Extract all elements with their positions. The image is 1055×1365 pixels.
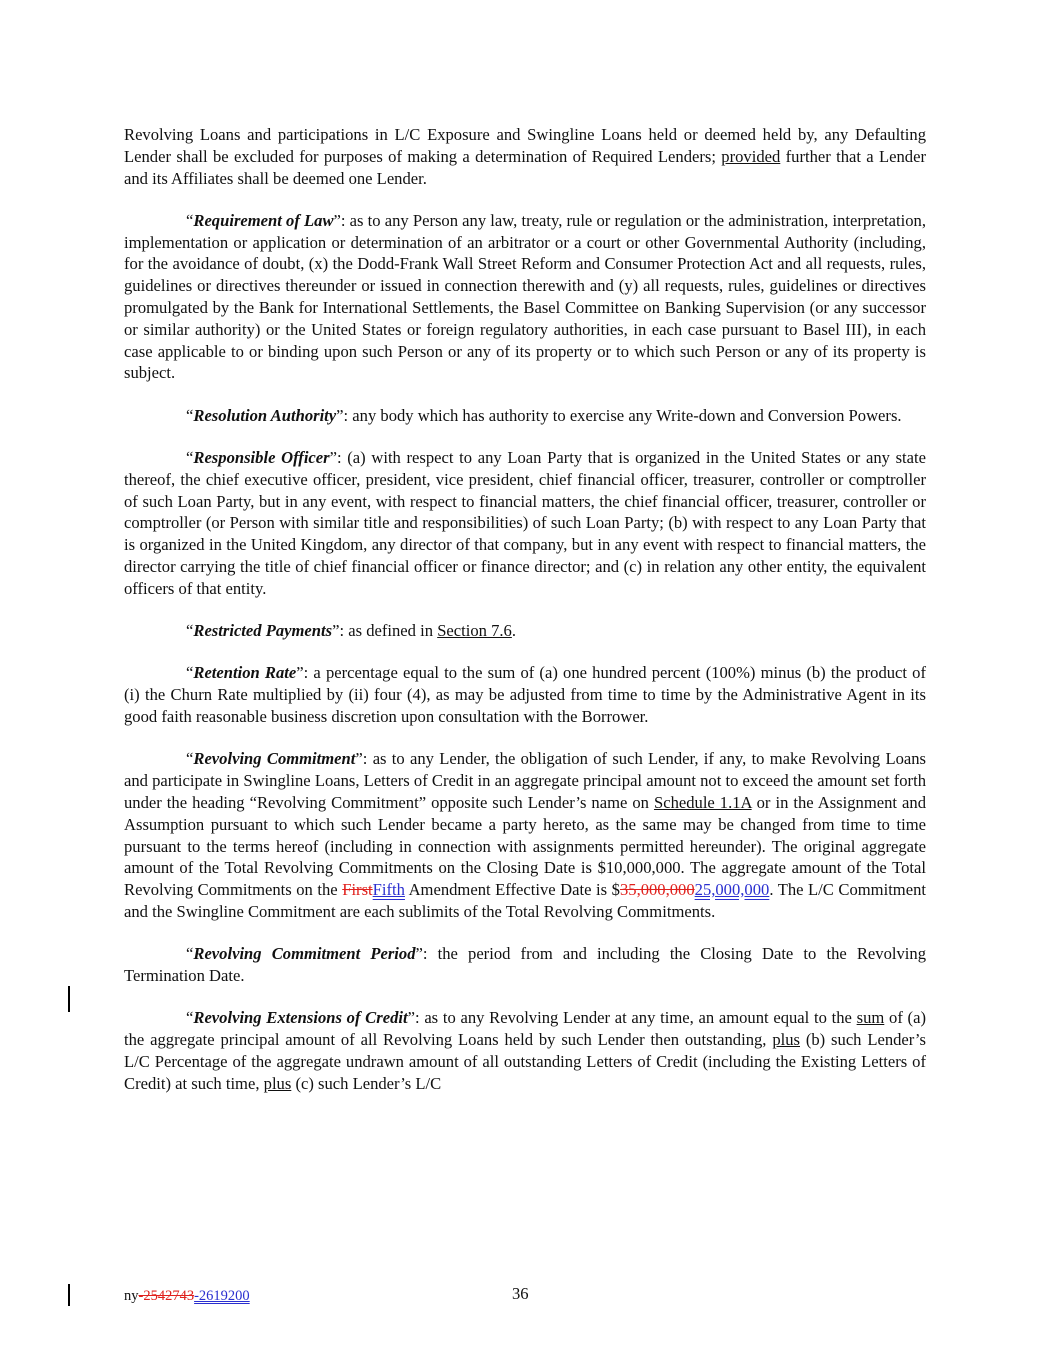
- definition-text: : as defined in: [339, 621, 438, 641]
- definition-text: or in the Assignment and Assumption pursuant to which such Lender became a party hereto, as the same may be changed from time to time pursuant to the terms hereof (including in connection with assignments permitted hereunder). The original aggregate amount of the Total Revolving Commitments on the Closing Date is $10,000,000. The aggregate amount of the Total Revolving Commitments on the: [124, 792, 926, 900]
- sum-underlined: sum: [856, 1008, 885, 1028]
- deleted-text: First: [342, 880, 373, 900]
- inserted-text: Fifth: [372, 880, 405, 900]
- defined-term: Revolving Commitment: [193, 749, 356, 769]
- defined-term: Requirement of Law: [193, 210, 334, 230]
- defined-term: Restricted Payments: [193, 621, 333, 641]
- text: further that a Lender and its Affiliates shall be deemed one Lender.: [124, 146, 926, 188]
- definition-requirement-of-law: “Requirement of Law”: as to any Person any law, treaty, rule or regulation or the administration, interpretation, implementation or application or determination of an arbitrator or a court or other Governmental Authority (including, for the avoidance of doubt, (x) the Dodd-Frank Wall Street Reform and Consumer Protection Act and all requests, rules, guidelines or directives thereunder or issued in connection therewith and (y) all requests, rules, guidelines or directives promulgated by the Bank for International Settlements, the Basel Committee on Banking Supervision (or any successor or similar authority) or the United States or foreign regulatory authorities, in each case pursuant to Basel III), in each case applicable to or binding upon such Person or any of its property or to which such Person or any of its property is subject.: [124, 210, 926, 383]
- definition-text: of (a) the aggregate principal amount of all Revolving Loans held by such Lender then outstanding,: [124, 1008, 926, 1050]
- definition-text: : as to any Person any law, treaty, rule or regulation or the administration, interpretation, implementation or application or determination of an arbitrator or a court or other Governmental Authority (including, for the avoidance of doubt, (x) the Dodd-Frank Wall Street Reform and Consumer Protection Act and all requests, rules, guidelines or directives thereunder or issued in connection therewith and (y) all requests, rules, guidelines or directives promulgated by the Bank for International Settlements, the Basel Committee on Banking Supervision (or any successor or similar authority) or the United States or foreign regulatory authorities, in each case pursuant to Basel III), in each case applicable to or binding upon such Person or any of its property or to which such Person or any of its property is subject.: [124, 210, 926, 383]
- text: Revolving Loans and participations in L/C Exposure and Swingline Loans held or deemed held by, any Defaulting Lender shall be excluded for purposes of making a determination of Required Lenders;: [124, 125, 926, 166]
- deleted-doc-id: -2542743: [138, 1288, 195, 1304]
- definition-text: : as to any Lender, the obligation of such Lender, if any, to make Revolving Loans and participate in Swingline Loans, Letters of Credit in an aggregate principal amount not to exceed the amount set forth under the heading “Revolving Commitment” opposite such Lender’s name on: [124, 749, 927, 812]
- definition-responsible-officer: “Responsible Officer”: (a) with respect to any Loan Party that is organized in the United States or any state thereof, the chief executive officer, president, vice president, chief financial officer, treasurer, controller or comptroller of such Loan Party, but in any event, with respect to financial matters, the chief financial officer, treasurer, controller or comptroller (or Person with similar title and responsibilities) of such Loan Party; (b) with respect to any Loan Party that is organized in the United Kingdom, any director of that company, but in any event with respect to financial matters, the director carrying the title of chief financial officer or finance director; and (c) in relation any other entity, the equivalent officers of that entity.: [124, 448, 926, 598]
- schedule-reference-link[interactable]: Schedule 1.1A: [653, 792, 752, 812]
- inserted-doc-id: -2619200: [194, 1288, 250, 1304]
- definition-retention-rate: “Retention Rate”: a percentage equal to the sum of (a) one hundred percent (100%) minus (b) the product of (i) the Churn Rate multiplied by (ii) four (4), as may be adjusted from time to time by the Administrative Agent in its good faith reasonable business discretion upon consultation with the Borrower.: [124, 663, 927, 727]
- provided-underlined: provided: [721, 146, 781, 166]
- doc-id-prefix: ny: [124, 1288, 139, 1304]
- inserted-amount: 25,000,000: [694, 880, 770, 900]
- section-reference-link[interactable]: Section 7.6: [437, 621, 512, 641]
- deleted-amount: 35,000,000: [619, 880, 695, 900]
- definition-text: : a percentage equal to the sum of (a) one hundred percent (100%) minus (b) the product of (i) the Churn Rate multiplied by (ii) four (4), as may be adjusted from time to time by the Administrative Agent in its good faith reasonable business discretion upon consultation with the Borrower.: [124, 663, 927, 727]
- definition-text: (b) such Lender’s L/C Percentage of the aggregate undrawn amount of all outstanding Letters of Credit (including the Existing Letters of Credit) at such time,: [124, 1030, 927, 1093]
- document-body: [124, 124, 926, 1115]
- defined-term: Responsible Officer: [193, 448, 330, 468]
- definition-text: : the period from and including the Closing Date to the Revolving Termination Date.: [124, 944, 926, 985]
- defined-term: Retention Rate: [193, 663, 297, 683]
- page-number: 36: [512, 1284, 529, 1303]
- definition-text: Amendment Effective Date is $: [404, 880, 620, 900]
- definition-resolution-authority: “Resolution Authority”: any body which has authority to exercise any Write-down and Conversion Powers.: [186, 405, 902, 425]
- plus-underlined: plus: [263, 1073, 292, 1093]
- document-id: [124, 1288, 250, 1305]
- paragraph-continuation: [124, 124, 926, 189]
- definition-text: . The L/C Commitment and the Swingline Commitment are each sublimits of the Total Revolving Commitments.: [124, 880, 926, 921]
- definition-text: : (a) with respect to any Loan Party that is organized in the United States or any state thereof, the chief executive officer, president, vice president, chief financial officer, treasurer, controller or comptroller of such Loan Party, but in any event, with respect to financial matters, the chief financial officer, treasurer, controller or comptroller (or Person with similar title and responsibilities) of such Loan Party; (b) with respect to any Loan Party that is organized in the United Kingdom, any director of that company, but in any event with respect to financial matters, the director carrying the title of chief financial officer or finance director; and (c) in relation any other entity, the equivalent officers of that entity.: [124, 448, 926, 598]
- definition-text: : any body which has authority to exercise any Write-down and Conversion Powers.: [343, 405, 902, 425]
- definition-revolving-commitment-period: “Revolving Commitment Period”: the period from and including the Closing Date to the Revolving Termination Date.: [124, 944, 926, 985]
- definition-revolving-commitment: “Revolving Commitment”: as to any Lender, the obligation of such Lender, if any, to make Revolving Loans and participate in Swingline Loans, Letters of Credit in an aggregate principal amount not to exceed the amount set forth under the heading “Revolving Commitment” opposite such Lender’s name on Schedule 1.1A or in the Assignment and Assumption pursuant to which such Lender became a party hereto, as the same may be changed from time to time pursuant to the terms hereof (including in connection with assignments permitted hereunder). The original aggregate amount of the Total Revolving Commitments on the Closing Date is $10,000,000. The aggregate amount of the Total Revolving Commitments on the FirstFifth Amendment Effective Date is $35,000,00025,000,000. The L/C Commitment and the Swingline Commitment are each sublimits of the Total Revolving Commitments.: [124, 749, 927, 921]
- defined-term: Revolving Commitment Period: [193, 944, 416, 964]
- definition-revolving-extensions-of-credit: “Revolving Extensions of Credit”: as to any Revolving Lender at any time, an amount equal to the sum of (a) the aggregate principal amount of all Revolving Loans held by such Lender then outstanding, plus (b) such Lender’s L/C Percentage of the aggregate undrawn amount of all outstanding Letters of Credit (including the Existing Letters of Credit) at such time, plus (c) such Lender’s L/C: [124, 1008, 927, 1093]
- text: .: [511, 621, 517, 641]
- defined-term: Revolving Extensions of Credit: [193, 1008, 408, 1028]
- change-bar: [68, 1284, 70, 1306]
- definition-text: : as to any Revolving Lender at any time, an amount equal to the: [414, 1008, 857, 1028]
- definition-text: (c) such Lender’s L/C: [291, 1073, 442, 1093]
- defined-term: Resolution Authority: [193, 405, 337, 425]
- definition-restricted-payments: “Restricted Payments”: as defined in Section 7.6.: [186, 621, 517, 641]
- plus-underlined: plus: [772, 1030, 800, 1050]
- change-bar: [68, 986, 70, 1012]
